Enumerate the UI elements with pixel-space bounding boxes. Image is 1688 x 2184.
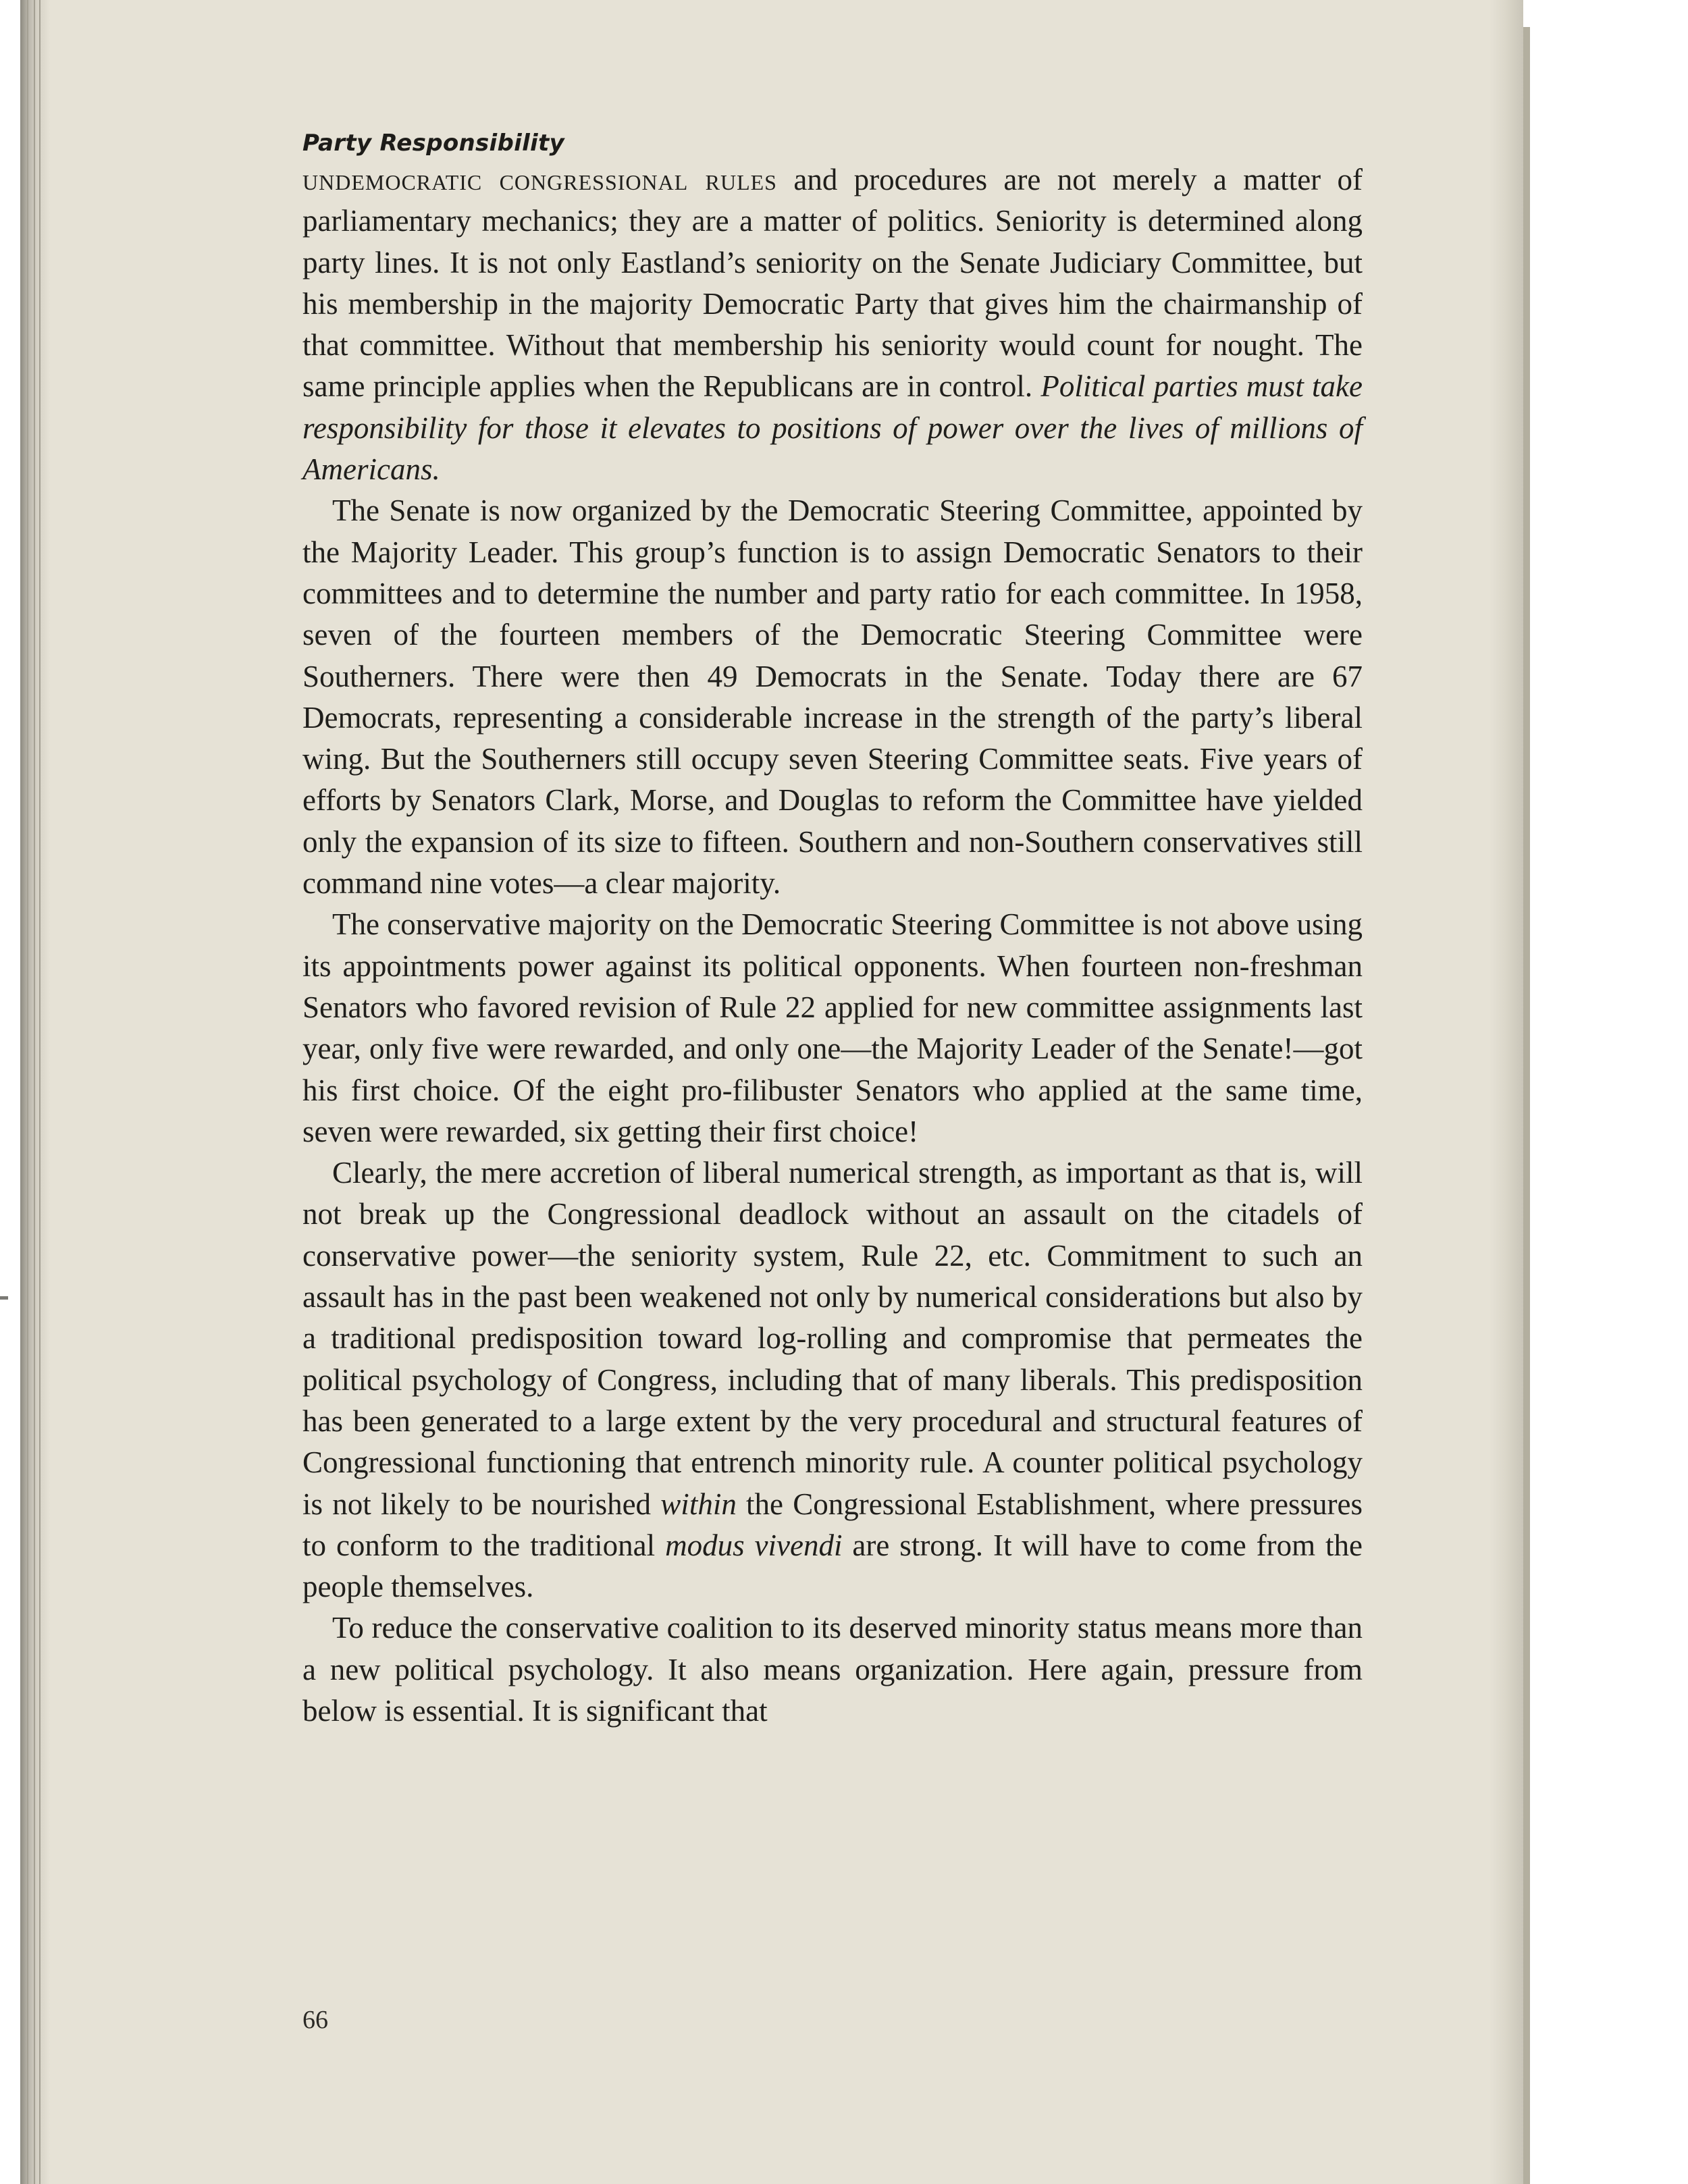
- gutter-line: [39, 0, 41, 2184]
- paragraph-text: the Congressional Establishment, where pressures to conform to the traditional: [302, 1487, 1363, 1562]
- paragraph: [302, 1152, 1363, 1607]
- paragraph-text: and procedures are not merely a matter of parliamentary mechanics; they are a matter of politics. Seniority is determined along party lines. It is not only Eastland’s seniority on the Senate Judiciary Committee, but his membership in the majority Democratic Party that gives him the chairmanship of that committee. Without that membership his seniority would count for nought. The same principle applies when the Republicans are in control.: [302, 163, 1363, 404]
- paragraph-text: are strong. It will have to come from the people themselves.: [302, 1528, 1363, 1604]
- page-number: 66: [302, 2006, 328, 2034]
- paragraph: [302, 490, 1363, 904]
- page-text-block: [302, 127, 1363, 1732]
- paragraph-text: The conservative majority on the Democratic Steering Committee is not above using its appointments power against its political opponents. When fourteen non-freshman Senators who favored revision of Rule 22 applied for new committee assignments last year, only five were rewarded, and only one—the Majority Leader of the Senate!—got his first choice. Of the eight pro-filibuster Senators who applied at the same time, seven were rewarded, six getting their first choice!: [302, 907, 1363, 1148]
- running-head: Party Responsibility: [302, 130, 565, 157]
- scan-margin-mark: [0, 1296, 8, 1300]
- small-caps-lead-in: undemocratic congressional rules: [302, 163, 777, 196]
- gutter-line: [34, 0, 35, 2184]
- book-binding-gutter: [20, 0, 50, 2184]
- paragraph: [302, 159, 1363, 490]
- page-edge-strip: [1523, 27, 1530, 2184]
- emphasized-text: Political parties must take responsibility for those it elevates to positions of power over the lives of millions of Americans.: [302, 369, 1363, 487]
- scan-margin: [1523, 0, 1688, 2184]
- page-edge-shadow: [1489, 0, 1523, 2184]
- paragraph: [302, 1607, 1363, 1732]
- paragraph-text: To reduce the conservative coalition to its deserved minority status means more than a new political psychology. It also means organization. Here again, pressure from below is essential. It is significant that: [302, 1611, 1363, 1728]
- paragraph-text: Clearly, the mere accretion of liberal numerical strength, as important as that is, will not break up the Congressional deadlock without an assault on the citadels of conservative power—the seniority system, Rule 22, etc. Commitment to such an assault has in the past been weakened not only by numerical considerations but also by a traditional predisposition toward log-rolling and compromise that permeates the political psychology of Congress, including that of many liberals. This predisposition has been generated to a large extent by the very procedural and structural features of Congressional functioning that entrench minority rule. A counter political psychology is not likely to be nourished: [302, 1156, 1363, 1521]
- emphasized-text: modus vivendi: [665, 1528, 843, 1562]
- emphasized-text: within: [660, 1487, 737, 1521]
- paragraph: [302, 904, 1363, 1152]
- body-text: [302, 159, 1363, 1732]
- gutter-line: [27, 0, 28, 2184]
- paragraph-text: The Senate is now organized by the Democratic Steering Committee, appointed by the Majority Leader. This group’s function is to assign Democratic Senators to their committees and to determine the number and party ratio for each committee. In 1958, seven of the fourteen members of the Democratic Steering Committee were Southerners. There were then 49 Democrats in the Senate. Today there are 67 Democrats, representing a considerable increase in the strength of the party’s liberal wing. But the Southerners still occupy seven Steering Committee seats. Five years of efforts by Senators Clark, Morse, and Douglas to reform the Committee have yielded only the expansion of its size to fifteen. Southern and non-Southern conservatives still command nine votes—a clear majority.: [302, 494, 1363, 901]
